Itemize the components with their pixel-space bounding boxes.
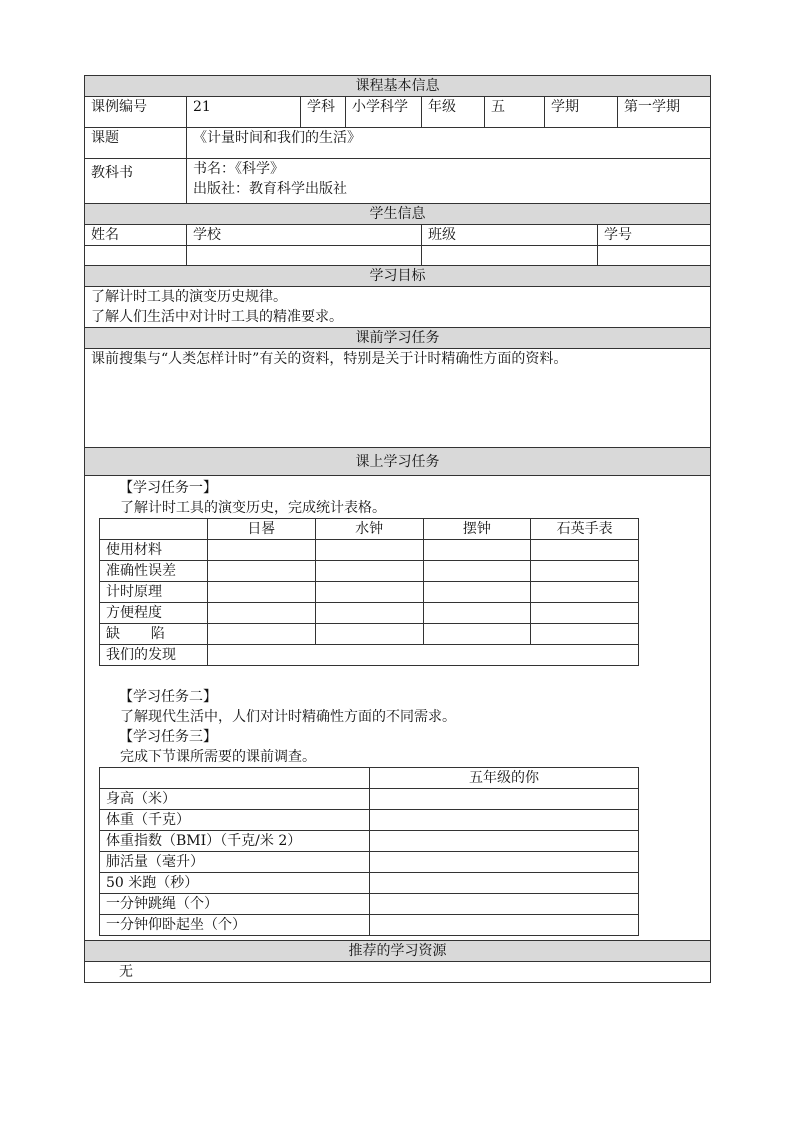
student-info-header: 学生信息 bbox=[85, 204, 711, 225]
table-cell[interactable] bbox=[315, 603, 423, 624]
task1-desc: 了解计时工具的演变历史，完成统计表格。 bbox=[120, 500, 386, 516]
table-cell[interactable] bbox=[531, 561, 639, 582]
survey-cell[interactable] bbox=[370, 894, 639, 915]
book-name: 书名：《科学》 bbox=[193, 161, 284, 177]
topic-label: 课题 bbox=[85, 128, 187, 159]
table-cell[interactable] bbox=[315, 624, 423, 645]
table-cell[interactable] bbox=[531, 582, 639, 603]
tool-sundial: 日晷 bbox=[208, 519, 316, 540]
tools-corner bbox=[100, 519, 208, 540]
school-field[interactable] bbox=[187, 246, 422, 266]
row-accuracy: 准确性误差 bbox=[100, 561, 208, 582]
table-cell[interactable] bbox=[208, 582, 316, 603]
publisher: 出版社：教育科学出版社 bbox=[193, 181, 347, 197]
course-sheet bbox=[84, 75, 710, 983]
survey-cell[interactable] bbox=[370, 915, 639, 936]
name-label: 姓名 bbox=[85, 225, 187, 246]
grade-value: 五 bbox=[485, 97, 545, 128]
subject-label: 学科 bbox=[301, 97, 346, 128]
survey-lung-capacity: 肺活量（毫升） bbox=[100, 852, 370, 873]
findings-cell[interactable] bbox=[208, 645, 639, 666]
class-field[interactable] bbox=[422, 246, 598, 266]
student-id-label: 学号 bbox=[598, 225, 711, 246]
survey-cell[interactable] bbox=[370, 831, 639, 852]
tool-water-clock: 水钟 bbox=[315, 519, 423, 540]
textbook-value bbox=[187, 159, 711, 204]
class-label: 班级 bbox=[422, 225, 598, 246]
goal-line: 了解计时工具的演变历史规律。 bbox=[91, 289, 287, 305]
survey-sit-ups: 一分钟仰卧起坐（个） bbox=[100, 915, 370, 936]
table-cell[interactable] bbox=[423, 561, 531, 582]
survey-height: 身高（米） bbox=[100, 789, 370, 810]
survey-corner bbox=[100, 768, 370, 789]
name-field[interactable] bbox=[85, 246, 187, 266]
task3-title: 【学习任务三】 bbox=[119, 729, 217, 745]
survey-jump-rope: 一分钟跳绳（个） bbox=[100, 894, 370, 915]
row-principle: 计时原理 bbox=[100, 582, 208, 603]
table-cell[interactable] bbox=[315, 561, 423, 582]
table-cell[interactable] bbox=[208, 624, 316, 645]
survey-weight: 体重（千克） bbox=[100, 810, 370, 831]
table-cell[interactable] bbox=[315, 582, 423, 603]
term-value: 第一学期 bbox=[618, 97, 711, 128]
subject-value: 小学科学 bbox=[346, 97, 422, 128]
term-label: 学期 bbox=[545, 97, 618, 128]
table-cell[interactable] bbox=[208, 603, 316, 624]
table-cell[interactable] bbox=[208, 540, 316, 561]
survey-cell[interactable] bbox=[370, 789, 639, 810]
student-id-field[interactable] bbox=[598, 246, 711, 266]
row-defects: 缺陷 bbox=[100, 624, 208, 645]
textbook-label: 教科书 bbox=[85, 159, 187, 204]
table-cell[interactable] bbox=[315, 540, 423, 561]
case-no-value: 21 bbox=[187, 97, 301, 128]
row-convenience: 方便程度 bbox=[100, 603, 208, 624]
tools-table bbox=[99, 518, 639, 666]
tool-quartz-watch: 石英手表 bbox=[531, 519, 639, 540]
goals-header: 学习目标 bbox=[85, 266, 711, 287]
case-no-label: 课例编号 bbox=[85, 97, 187, 128]
resources-content: 无 bbox=[85, 962, 711, 983]
tool-pendulum-clock: 摆钟 bbox=[423, 519, 531, 540]
survey-cell[interactable] bbox=[370, 810, 639, 831]
class-task-content bbox=[85, 476, 711, 941]
table-cell[interactable] bbox=[531, 603, 639, 624]
table-cell[interactable] bbox=[423, 540, 531, 561]
class-task-header: 课上学习任务 bbox=[85, 448, 711, 476]
survey-column-header: 五年级的你 bbox=[370, 768, 639, 789]
survey-cell[interactable] bbox=[370, 852, 639, 873]
survey-bmi: 体重指数（BMI）（千克/米 2） bbox=[100, 831, 370, 852]
survey-cell[interactable] bbox=[370, 873, 639, 894]
survey-50m-run: 50 米跑（秒） bbox=[100, 873, 370, 894]
task2-title: 【学习任务二】 bbox=[119, 689, 217, 705]
task1-title: 【学习任务一】 bbox=[119, 480, 217, 496]
pre-task-header: 课前学习任务 bbox=[85, 328, 711, 349]
topic-value: 《计量时间和我们的生活》 bbox=[187, 128, 711, 159]
basic-info-header: 课程基本信息 bbox=[85, 76, 711, 97]
row-materials: 使用材料 bbox=[100, 540, 208, 561]
table-cell[interactable] bbox=[423, 624, 531, 645]
course-form-table bbox=[84, 75, 711, 983]
goals-content bbox=[85, 287, 711, 328]
table-cell[interactable] bbox=[208, 561, 316, 582]
survey-table bbox=[99, 767, 639, 936]
table-cell[interactable] bbox=[423, 603, 531, 624]
task2-desc: 了解现代生活中，人们对计时精确性方面的不同需求。 bbox=[120, 709, 456, 725]
grade-label: 年级 bbox=[422, 97, 485, 128]
school-label: 学校 bbox=[187, 225, 422, 246]
goal-line: 了解人们生活中对计时工具的精准要求。 bbox=[91, 309, 343, 325]
resources-header: 推荐的学习资源 bbox=[85, 941, 711, 962]
pre-task-content: 课前搜集与“人类怎样计时”有关的资料，特别是关于计时精确性方面的资料。 bbox=[85, 349, 711, 448]
row-findings: 我们的发现 bbox=[100, 645, 208, 666]
task3-desc: 完成下节课所需要的课前调查。 bbox=[120, 749, 316, 765]
table-cell[interactable] bbox=[531, 624, 639, 645]
table-cell[interactable] bbox=[531, 540, 639, 561]
table-cell[interactable] bbox=[423, 582, 531, 603]
